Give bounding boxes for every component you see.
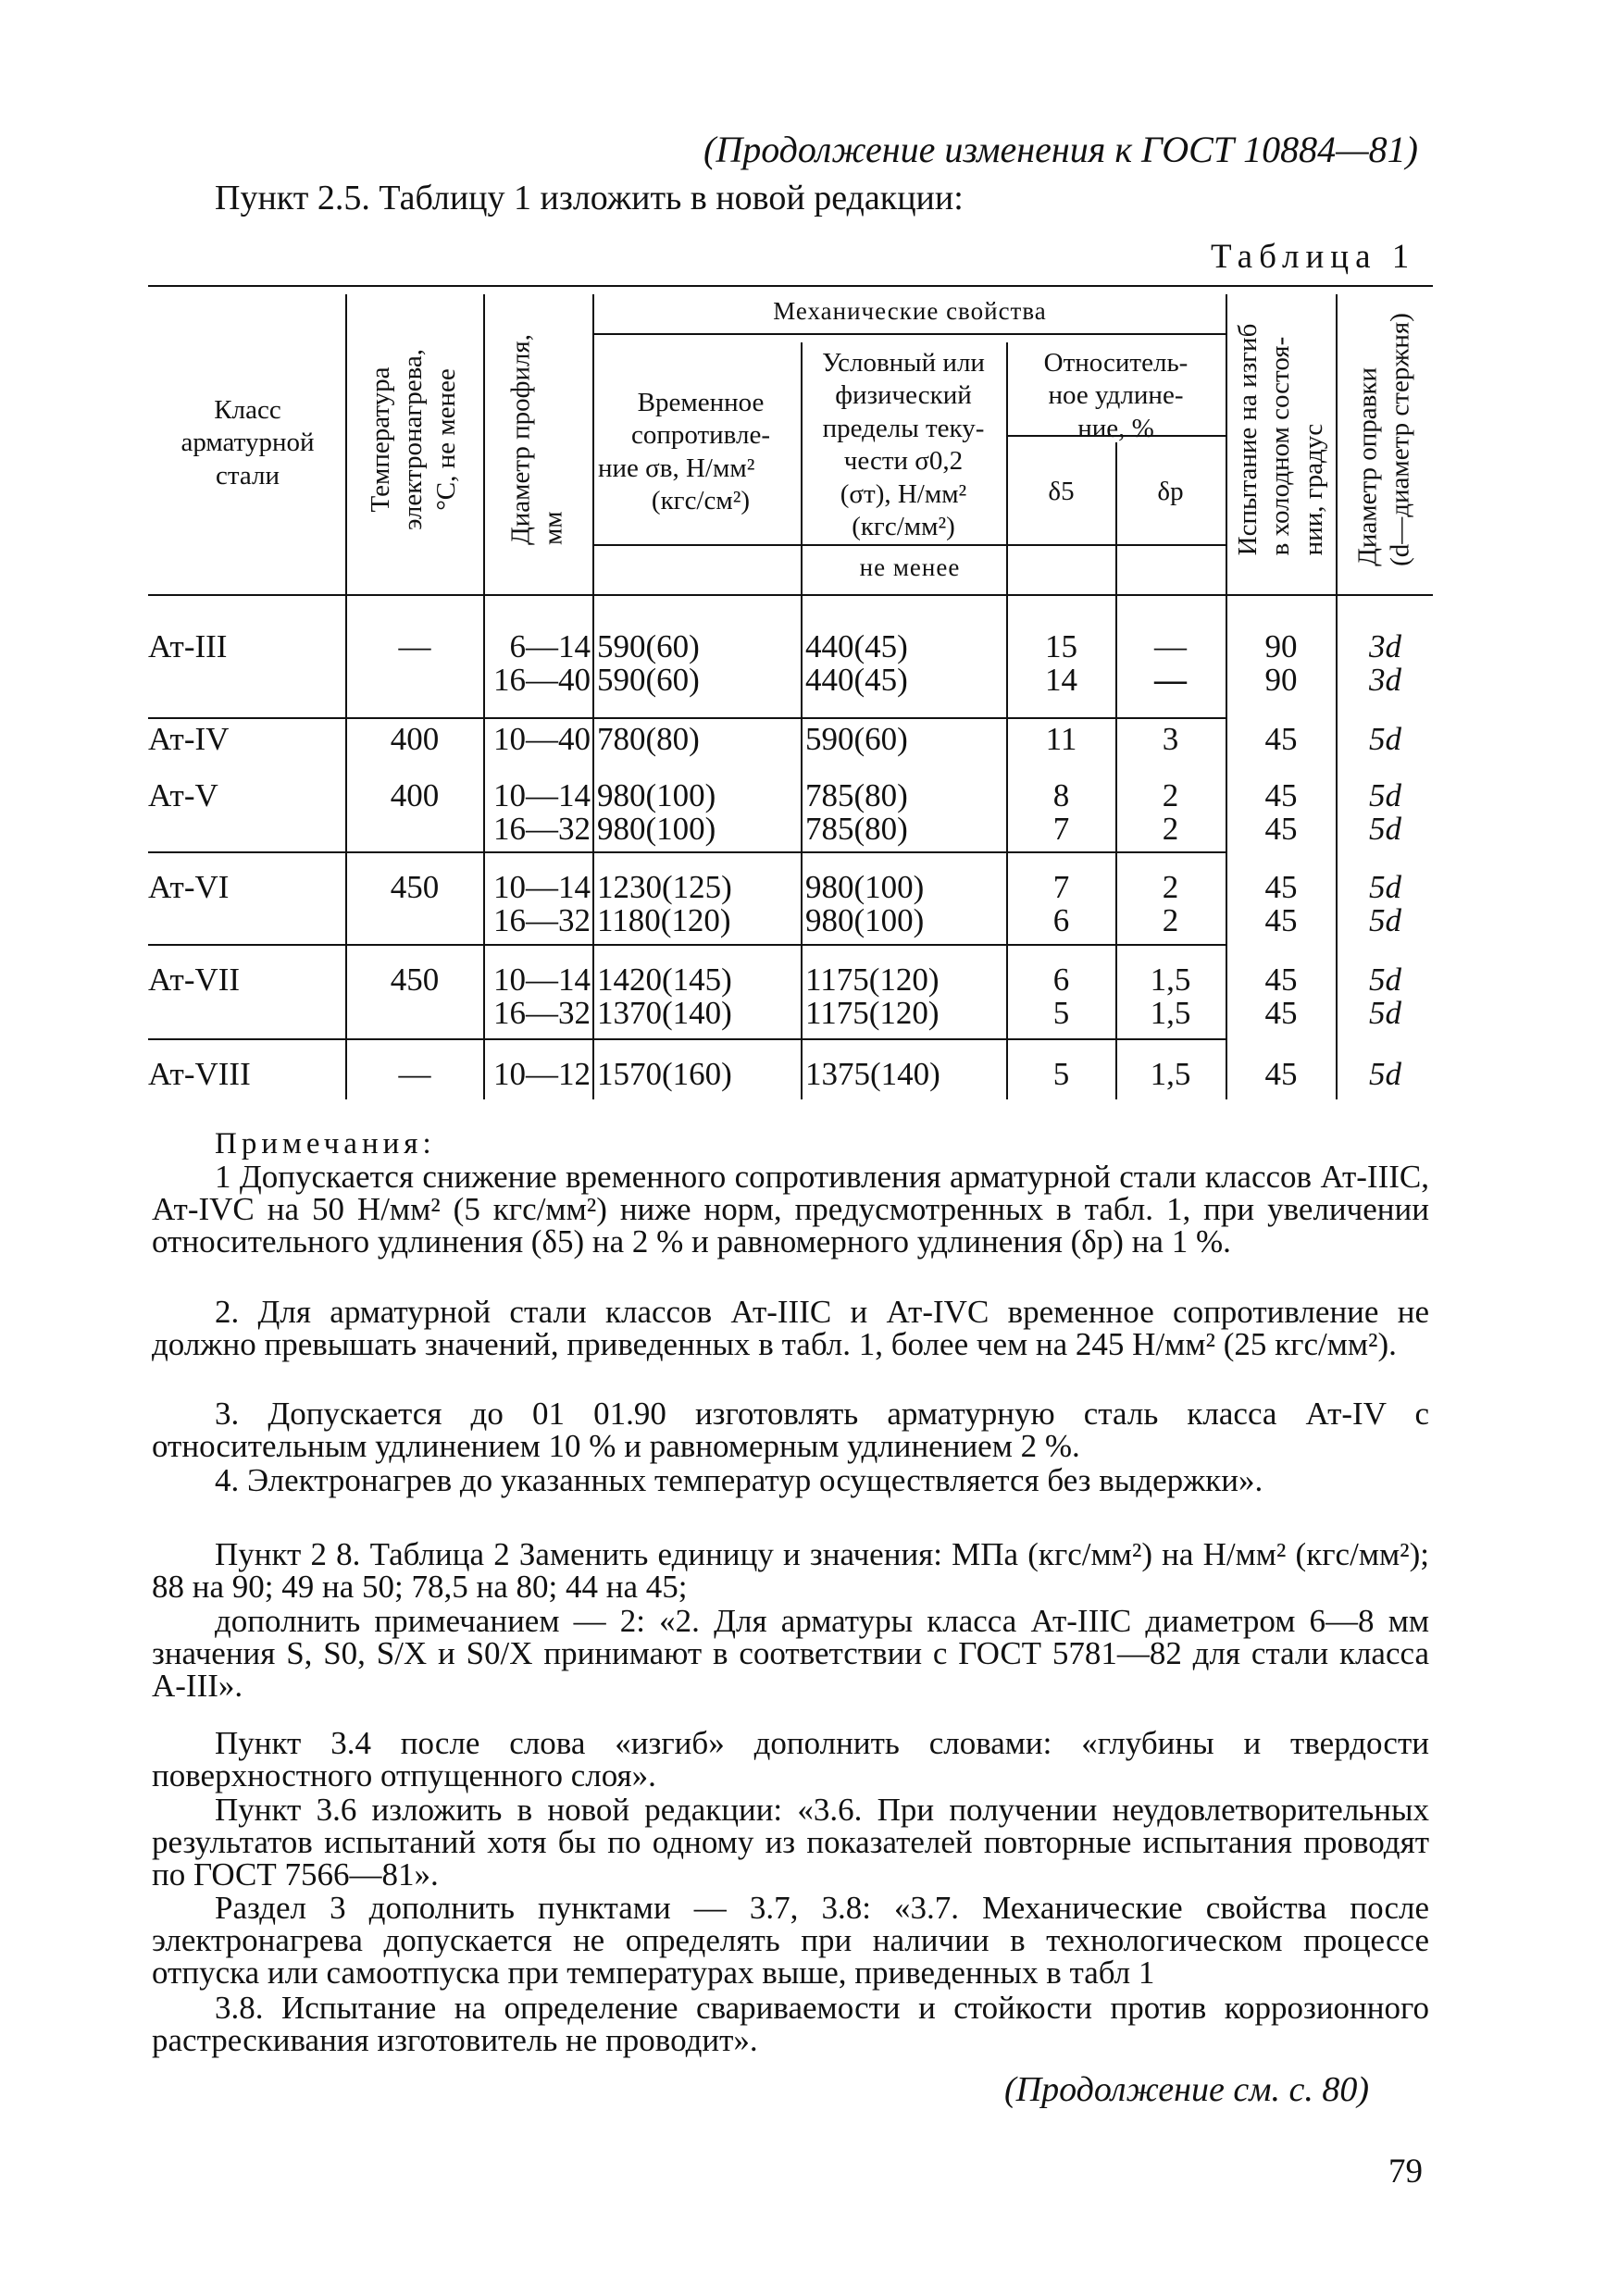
cell-temperature: 400 [390,721,440,757]
cell-temperature: 400 [390,777,440,813]
row-rule [148,851,1226,853]
cell-diameter: 10—14 [493,962,591,998]
header-diameter: Диаметр профиля, мм [505,333,568,546]
cell-tensile: 590(60) [597,662,700,698]
cell-delta5: 15 [1045,628,1077,664]
cell-bend: 45 [1264,1056,1298,1092]
cell-steel-class: Ат-IV [148,721,230,757]
cell-delta5: 6 [1052,902,1070,938]
cell-mandrel: 5d [1369,869,1401,905]
cell-deltap: 1,5 [1150,995,1191,1031]
cell-temperature: 450 [390,962,440,998]
cell-steel-class: Ат-VI [148,869,230,905]
cell-bend: 45 [1264,869,1298,905]
cell-tensile: 980(100) [597,811,716,847]
cell-yield: 980(100) [805,902,925,938]
cell-tensile: 1370(140) [597,995,732,1031]
cell-yield: 1175(120) [805,962,940,998]
cell-yield: 785(80) [805,811,908,847]
paragraph-3-6: Пункт 3.6 изложить в новой редакции: «3.6. При получении неудовлетворительных результатов испытаний хотя бы по одному из показателей повторные испытания проводят по ГОСТ 7566—81». [152,1792,1429,1893]
header-mandrel: Диаметр оправки (d—диаметр стержня) [1352,313,1415,566]
paragraph-section-3: Раздел 3 дополнить пунктами — 3.7, 3.8: «3.7. Механические свойства после электронагрева допускается не определять при наличии в технологическом процессе отпуска или самоотпуска при температурах выше, приведенных в табл 1 [152,1890,1429,1991]
cell-diameter: 16—32 [493,902,591,938]
cell-diameter: 10—14 [493,869,591,905]
cell-diameter: 6—14 [509,628,591,664]
cell-delta5: 8 [1052,777,1070,813]
cell-yield: 1375(140) [805,1056,940,1092]
cell-deltap: 1,5 [1150,962,1191,998]
cell-mandrel: 5d [1369,1056,1401,1092]
header-not-less: не менее [859,553,961,581]
row-rule [148,1038,1226,1040]
cell-tensile: 780(80) [597,721,700,757]
header-delta5: δ5 [1048,477,1075,506]
cell-yield: 440(45) [805,628,908,664]
cell-bend: 45 [1264,962,1298,998]
cell-deltap: 2 [1162,902,1179,938]
paragraph-3-8: 3.8. Испытание на определение свариваемости и стойкости против коррозионного растрескивания изготовитель не проводит». [152,1990,1429,2058]
cell-diameter: 10—12 [493,1056,591,1092]
paragraph-note-addition: дополнить примечанием — 2: «2. Для арматуры класса Ат-IIIС диаметром 6—8 мм значения S, S0, S/X и S0/X принимают в соответствии с ГОСТ 5781—82 для стали класса А-III». [152,1603,1429,1704]
cell-deltap: — [1154,662,1187,698]
cell-deltap: 3 [1162,721,1179,757]
cell-yield: 590(60) [805,721,908,757]
cell-delta5: 5 [1052,1056,1070,1092]
cell-mandrel: 3d [1369,628,1401,664]
cell-bend: 45 [1264,995,1298,1031]
cell-steel-class: Ат-V [148,777,218,813]
cell-temperature: — [398,1056,431,1092]
cell-bend: 45 [1264,902,1298,938]
cell-bend: 90 [1264,628,1298,664]
cell-deltap: 2 [1162,811,1179,847]
header-temperature: Температура электронагрева, °С, не менее [365,348,461,531]
cell-mandrel: 5d [1369,777,1401,813]
row-rule [148,717,1226,719]
col-rule [345,294,347,1099]
cell-mandrel: 3d [1369,662,1401,698]
cell-delta5: 6 [1052,962,1070,998]
cell-yield: 440(45) [805,662,908,698]
cell-yield: 1175(120) [805,995,940,1031]
cell-bend: 45 [1264,811,1298,847]
not-less-rule [592,544,1226,546]
header-elongation: Относитель- ное удлине- ние, % [1043,348,1189,443]
cell-delta5: 7 [1052,811,1070,847]
header-yield: Условный или физический пределы теку- чести σ0,2 (σт), Н/мм² (кгс/мм²) [822,348,985,541]
cell-temperature: — [398,628,431,664]
row-rule [148,944,1226,946]
cell-steel-class: Ат-VIII [148,1056,251,1092]
header-bottom-rule [148,594,1433,596]
note-3: 3. Допускается до 01 01.90 изготовлять арматурную сталь класса Ат-IV с относительным удлинением 10 % и равномерным удлинением 2 %. [152,1396,1429,1464]
note-4: 4. Электронагрев до указанных температур осуществляется без выдержки». [215,1462,1263,1498]
paragraph-2-8: Пункт 2 8. Таблица 2 Заменить единицу и значения: МПа (кгс/мм²) на Н/мм² (кгс/мм²); 88 на 90; 49 на 50; 78,5 на 80; 44 на 45; [152,1536,1429,1605]
cell-mandrel: 5d [1369,962,1401,998]
intro-text: Пункт 2.5. Таблицу 1 изложить в новой редакции: [215,179,964,217]
cell-tensile: 1180(120) [597,902,731,938]
cell-yield: 785(80) [805,777,908,813]
cell-deltap: 2 [1162,869,1179,905]
table-top-rule [148,285,1433,287]
cell-bend: 45 [1264,721,1298,757]
paragraph-3-4: Пункт 3.4 после слова «изгиб» дополнить словами: «глубины и твердости поверхностного отпущенного слоя». [152,1725,1429,1793]
note-2: 2. Для арматурной стали классов Ат-IIIС и Ат-IVС временное сопротивление не должно превышать значений, приведенных в табл. 1, более чем на 245 Н/мм² (25 кгс/мм²). [152,1294,1429,1362]
header-mech-props: Механические свойства [773,297,1047,325]
cell-temperature: 450 [390,869,440,905]
continuation-footer: (Продолжение см. с. 80) [1004,2070,1370,2109]
page-number: 79 [1388,2153,1423,2191]
cell-deltap: — [1154,628,1187,664]
cell-diameter: 10—40 [493,721,591,757]
cell-tensile: 1230(125) [597,869,732,905]
cell-tensile: 980(100) [597,777,716,813]
cell-deltap: 1,5 [1150,1056,1191,1092]
cell-bend: 45 [1264,777,1298,813]
mech-props-rule [592,333,1226,335]
continuation-header: (Продолжение изменения к ГОСТ 10884—81) [703,129,1418,170]
cell-delta5: 11 [1045,721,1077,757]
cell-tensile: 590(60) [597,628,700,664]
cell-deltap: 2 [1162,777,1179,813]
table-label: Таблица 1 [1211,238,1416,276]
cell-delta5: 14 [1045,662,1077,698]
cell-delta5: 7 [1052,869,1070,905]
cell-mandrel: 5d [1369,995,1401,1031]
notes-title: Примечания: [215,1127,436,1160]
header-bend: Испытание на изгиб в холодном состоя- нии, градус [1232,323,1328,556]
header-tensile: Временное сопротивле- ние σв, Н/мм² (кгс/см²) [598,388,770,516]
cell-diameter: 16—32 [493,995,591,1031]
header-steel-class: Класс арматурной стали [180,395,315,490]
cell-mandrel: 5d [1369,721,1401,757]
cell-yield: 980(100) [805,869,925,905]
header-deltap: δр [1157,477,1184,506]
cell-tensile: 1570(160) [597,1056,732,1092]
cell-tensile: 1420(145) [597,962,732,998]
cell-mandrel: 5d [1369,811,1401,847]
cell-bend: 90 [1264,662,1298,698]
cell-steel-class: Ат-VII [148,962,241,998]
note-1: 1 Допускается снижение временного сопротивления арматурной стали классов Ат-IIIС, Ат-IVС на 50 Н/мм² (5 кгс/мм²) ниже норм, предусмотренных в табл. 1, при увеличении относительного удлинения (δ5) на 2 % и равномерного удлинения (δр) на 1 %. [152,1159,1429,1260]
cell-diameter: 16—40 [493,662,591,698]
cell-diameter: 16—32 [493,811,591,847]
cell-steel-class: Ат-III [148,628,228,664]
cell-delta5: 5 [1052,995,1070,1031]
cell-mandrel: 5d [1369,902,1401,938]
cell-diameter: 10—14 [493,777,591,813]
